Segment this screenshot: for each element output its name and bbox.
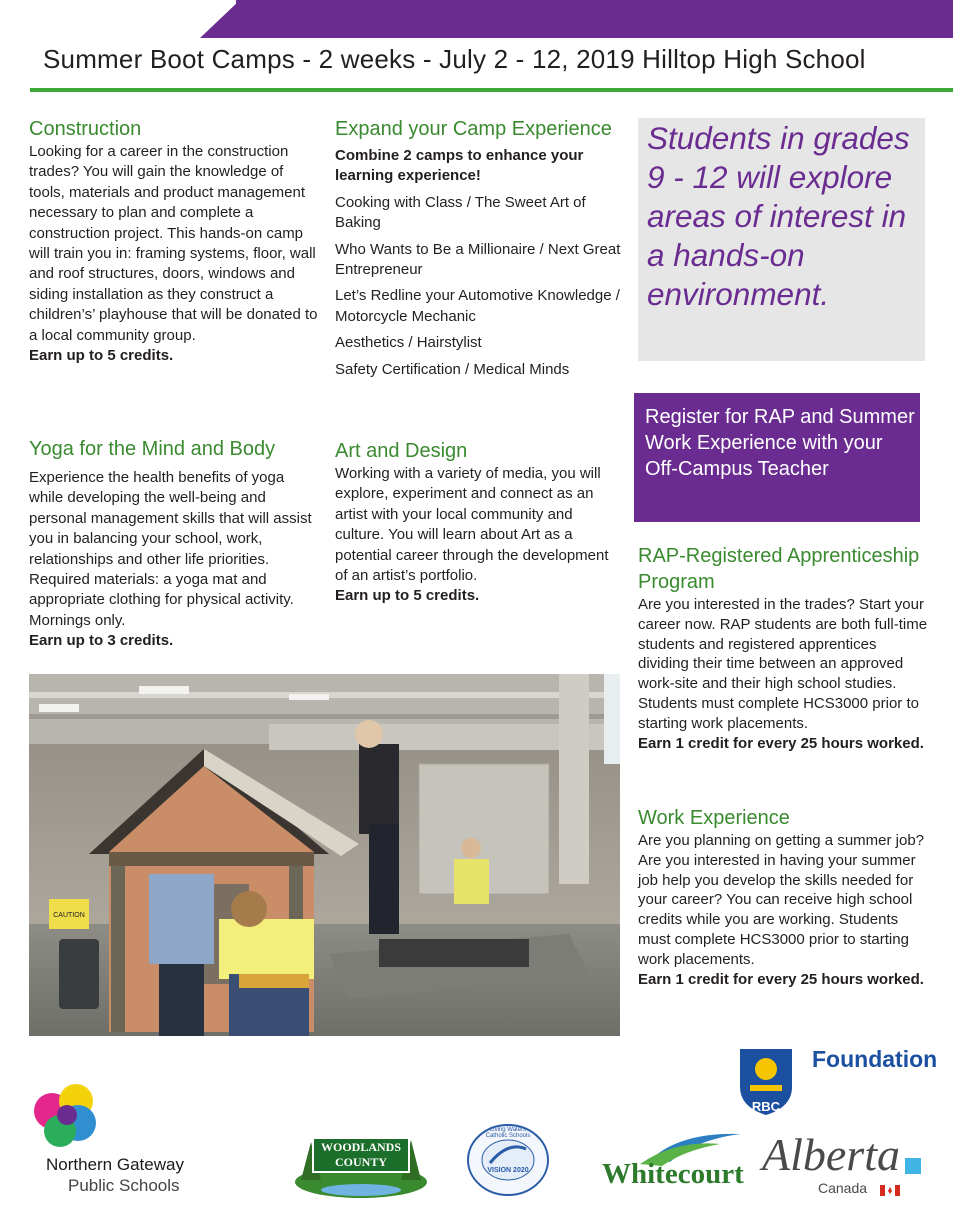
construction-credits: Earn up to 5 credits. <box>29 347 174 365</box>
rap-credits: Earn 1 credit for every 25 hours worked. <box>638 734 924 752</box>
rap-section <box>638 543 928 753</box>
ngps-name-line1: Northern Gateway <box>46 1155 184 1174</box>
expand-section <box>335 116 625 386</box>
yoga-heading: Yoga for the Mind and Body <box>29 438 276 460</box>
camp-combo-item: Aesthetics / Hairstylist <box>335 334 482 352</box>
camp-combo-item: Let’s Redline your Automotive Knowledge / Motorcycle Mechanic <box>335 287 620 325</box>
construction-section <box>29 116 319 366</box>
alberta-accent-square <box>905 1158 921 1174</box>
woodlands-county-text: WOODLANDS COUNTY <box>320 1140 401 1169</box>
ngps-name-line2: Public Schools <box>68 1176 180 1195</box>
rbc-foundation-text: Foundation <box>812 1046 938 1072</box>
workshop-photo <box>29 674 620 1036</box>
whitecourt-logo <box>600 1130 750 1192</box>
rbc-wordmark: RBC <box>751 1099 781 1114</box>
camp-combo-item: Cooking with Class / The Sweet Art of Baking <box>335 193 586 232</box>
tagline-text: Students in grades 9 - 12 will explore areas of interest in a hands-on environment. <box>647 120 910 312</box>
yoga-section <box>29 436 319 652</box>
alberta-wordmark: Alberta <box>762 1129 900 1180</box>
art-body: Working with a variety of media, you will explore, experiment and connect as an artist with your local community and culture. You will learn about Art as a potential career through the development of an artist’s portfolio. <box>335 465 609 585</box>
yoga-credits: Earn up to 3 credits. <box>29 632 174 650</box>
living-waters-logo <box>466 1123 550 1197</box>
art-section <box>335 438 625 607</box>
expand-intro: Combine 2 camps to enhance your learning experience! <box>335 147 584 185</box>
work-heading: Work Experience <box>638 807 790 829</box>
header-purple-bar <box>236 0 953 38</box>
page-title: Summer Boot Camps - 2 weeks - July 2 - 12, 2019 Hilltop High School <box>43 44 866 74</box>
header-green-rule <box>30 88 953 92</box>
living-waters-vision-text: VISION 2020 <box>487 1167 529 1174</box>
rap-heading: RAP-Registered Apprenticeship Program <box>638 545 920 593</box>
yoga-body: Experience the health benefits of yoga while developing the well-being and personal management skills that will assist you in balancing your school, work, relationships and other life priorities. Required materials: a yoga mat and appropriate clothing for physical activity. Mornings only. <box>29 469 312 629</box>
photo-sign-text: CAUTION <box>53 912 85 919</box>
rbc-logo <box>736 1047 796 1117</box>
canada-flag-icon <box>880 1183 900 1194</box>
woodlands-county-logo <box>291 1130 431 1200</box>
construction-body: Looking for a career in the construction trades? You will gain the knowledge of tools, materials and product management necessary to plan and complete a construction project. This hands-on camp will train you in: framing systems, floor, wall and roof structures, doors, windows and siding installation as they construct a children’s’ playhouse that will be donated to a local community group. <box>29 143 318 344</box>
rap-body: Are you interested in the trades? Start your career now. RAP students are both full-time students and registered apprentices dividing their time between an approved work-site and their high school studies. Students must complete HCS3000 prior to starting work placements. <box>638 596 928 732</box>
camp-combo-item: Who Wants to Be a Millionaire / Next Great Entrepreneur <box>335 240 621 279</box>
living-waters-ring-text: Living Waters Catholic Schools <box>485 1127 531 1139</box>
header-purple-bar-edge <box>200 0 240 38</box>
work-body: Are you planning on getting a summer job? Are you interested in having your summer job help you develop the skills needed for your career? You can receive high school credits while you are working. Students must complete HCS3000 prior to starting work placements. <box>638 832 925 968</box>
register-text: Register for RAP and Summer Work Experience with your Off-Campus Teacher <box>645 406 915 480</box>
alberta-canada-text: Canada <box>818 1180 868 1196</box>
work-section <box>638 805 928 989</box>
ngps-logo <box>34 1083 98 1153</box>
work-credits: Earn 1 credit for every 25 hours worked. <box>638 970 924 988</box>
ngps-petal-icon <box>34 1083 98 1153</box>
expand-heading: Expand your Camp Experience <box>335 118 612 140</box>
construction-heading: Construction <box>29 118 142 140</box>
art-credits: Earn up to 5 credits. <box>335 587 480 605</box>
workshop-photo-illustration <box>29 674 620 1036</box>
whitecourt-wordmark: Whitecourt <box>602 1158 744 1190</box>
camp-combo-item: Safety Certification / Medical Minds <box>335 360 570 378</box>
art-heading: Art and Design <box>335 440 468 462</box>
